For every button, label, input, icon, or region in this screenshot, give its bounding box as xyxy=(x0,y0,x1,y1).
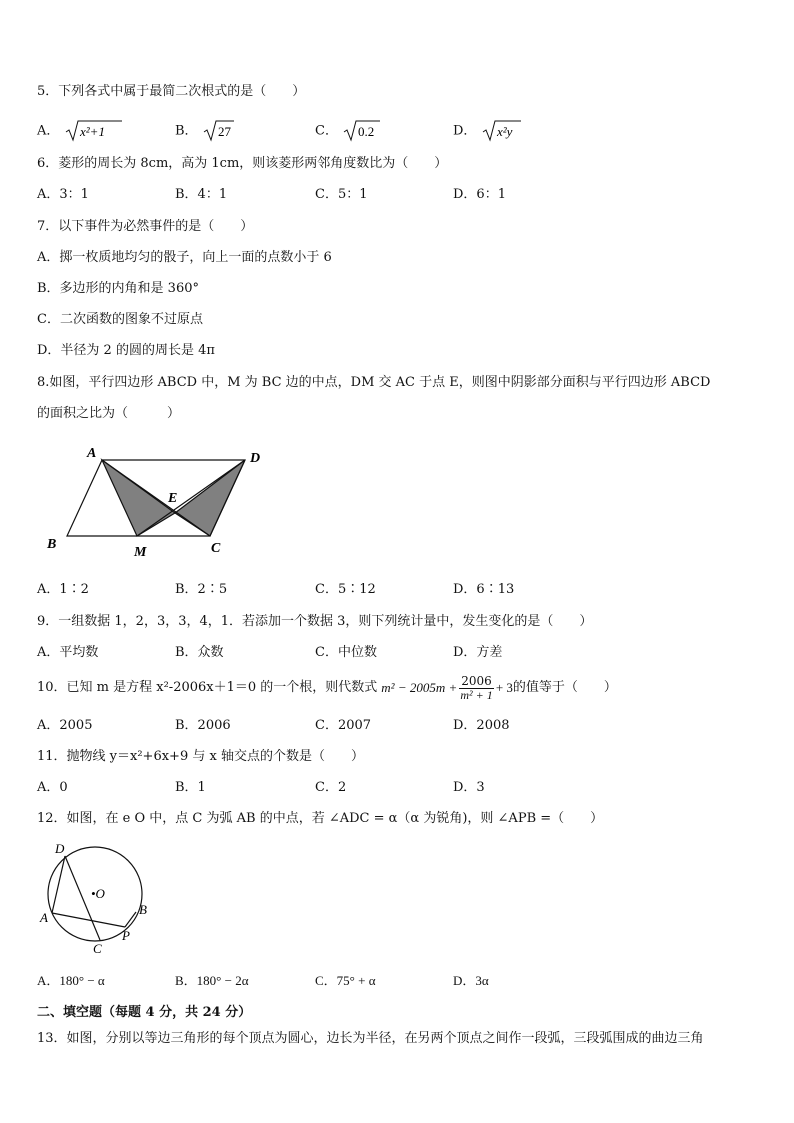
q6-option-c: C．5：1 xyxy=(315,187,368,202)
q8-option-d: D．6∶13 xyxy=(453,582,515,597)
q5-option-c-radicand: 0.2 xyxy=(358,124,375,139)
q10-option-d: D．2008 xyxy=(453,718,510,733)
q5-option-a xyxy=(37,119,124,143)
q12-label-a: A xyxy=(40,910,48,925)
q5-option-a-radical xyxy=(64,119,124,143)
q12-chord-ap xyxy=(52,913,125,927)
q8-option-b: B．2∶5 xyxy=(175,582,228,597)
q11-option-a: A．0 xyxy=(37,780,68,795)
q6-option-a: A．3：1 xyxy=(37,187,89,202)
q13-stem: 13．如图，分别以等边三角形的每个顶点为圆心，边长为半径，在另两个顶点之间作一段弧，三段弧围成的曲边三角 xyxy=(37,1031,704,1046)
q8-shaded-triangle-right xyxy=(175,460,245,536)
q7-option-d: D．半径为 2 的圆的周长是 4π xyxy=(37,343,215,358)
q5-option-d-radical xyxy=(481,119,523,143)
q12-circle-figure xyxy=(35,838,160,958)
q12-option-a: A．180° − α xyxy=(37,973,105,988)
q5-option-b-radicand: 27 xyxy=(217,124,231,139)
q7-option-a: A．掷一枚质地均匀的骰子，向上一面的点数小于 6 xyxy=(37,250,332,265)
q10-stem-pre: 10．已知 m 是方程 x²-2006x＋1＝0 的一个根，则代数式 xyxy=(37,680,378,695)
q5-option-a-radicand: x²+1 xyxy=(79,124,105,139)
q7-option-c: C．二次函数的图象不过原点 xyxy=(37,312,203,327)
q8-shaded-triangle-left xyxy=(102,460,178,536)
q9-stem: 9．一组数据 1，2，3，3，4，1．若添加一个数据 3，则下列统计量中，发生变化的是（ ） xyxy=(37,614,593,629)
q7-option-b: B．多边形的内角和是 360° xyxy=(37,281,199,296)
q12-label-p: P xyxy=(122,928,130,943)
q11-option-b: B．1 xyxy=(175,780,206,795)
q12-label-d: D xyxy=(55,841,65,856)
q5-option-d-label: D． xyxy=(453,123,477,139)
q7-stem: 7．以下事件为必然事件的是（ ） xyxy=(37,219,254,234)
q9-option-b: B．众数 xyxy=(175,645,224,660)
q8-stem-line2: 的面积之比为（ ） xyxy=(37,406,181,421)
q10-stem xyxy=(37,668,617,708)
q10-fraction-denominator: m² + 1 xyxy=(460,687,493,702)
q5-stem: 5．下列各式中属于最简二次根式的是（ ） xyxy=(37,84,306,99)
q6-option-b: B．4：1 xyxy=(175,187,228,202)
q12-label-b: B xyxy=(139,902,147,917)
q5-option-d xyxy=(453,119,523,143)
q8-label-e: E xyxy=(168,491,178,506)
q10-option-a: A．2005 xyxy=(37,718,93,733)
q9-option-d: D．方差 xyxy=(453,645,503,660)
q5-option-c-radical xyxy=(342,119,382,143)
q11-stem: 11．抛物线 y＝x²+6x+9 与 x 轴交点的个数是（ ） xyxy=(37,749,364,764)
q10-stem-post: 的值等于（ ） xyxy=(512,680,617,695)
q8-label-d: D xyxy=(250,451,261,466)
q10-option-b: B．2006 xyxy=(175,718,231,733)
q12-option-b: B．180° − 2α xyxy=(175,973,249,988)
q5-option-c xyxy=(315,119,382,143)
q5-option-a-label: A． xyxy=(37,123,60,139)
q11-option-c: C．2 xyxy=(315,780,347,795)
q8-label-a: A xyxy=(87,446,97,461)
q12-label-o: •O xyxy=(91,886,105,901)
q5-option-b xyxy=(175,119,236,143)
q8-option-a: A．1∶2 xyxy=(37,582,89,597)
q5-option-b-radical xyxy=(202,119,236,143)
q12-stem: 12．如图，在 e O 中，点 C 为弧 AB 的中点，若 ∠ADC = α（α 为锐角)，则 ∠APB =（ ） xyxy=(37,811,604,826)
q5-option-b-label: B． xyxy=(175,123,198,139)
q8-label-c: C xyxy=(211,541,221,556)
q9-option-a: A．平均数 xyxy=(37,645,99,660)
q8-option-c: C．5∶12 xyxy=(315,582,376,597)
q5-option-c-label: C． xyxy=(315,123,338,139)
q10-expression-pre: m² − 2005m + xyxy=(381,680,458,695)
q10-fraction xyxy=(459,675,494,702)
q12-option-d: D．3α xyxy=(453,973,489,988)
q12-option-c: C．75° + α xyxy=(315,973,376,988)
q10-option-c: C．2007 xyxy=(315,718,372,733)
q12-label-c: C xyxy=(93,941,102,956)
q11-option-d: D．3 xyxy=(453,780,485,795)
q8-parallelogram-figure xyxy=(40,440,280,565)
q10-fraction-numerator: 2006 xyxy=(461,673,492,688)
q6-option-d: D．6：1 xyxy=(453,187,506,202)
q8-label-m: M xyxy=(134,545,147,560)
q5-option-d-radicand: x²y xyxy=(496,124,513,139)
q8-stem-line1: 8.如图，平行四边形 ABCD 中，M 为 BC 边的中点，DM 交 AC 于点 E，则图中阴影部分面积与平行四边形 ABCD xyxy=(37,375,711,390)
q6-stem: 6．菱形的周长为 8cm，高为 1cm，则该菱形两邻角度数比为（ ） xyxy=(37,156,448,171)
q10-expression-post: + 3 xyxy=(495,680,513,695)
q9-option-c: C．中位数 xyxy=(315,645,377,660)
q8-label-b: B xyxy=(47,537,57,552)
section2-heading: 二、填空题（每题 4 分，共 24 分） xyxy=(37,1005,252,1020)
